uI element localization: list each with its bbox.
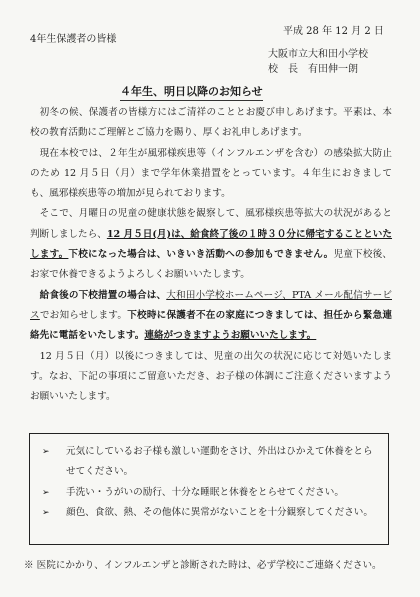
contact-intro: 給食後の下校措置の場合は、: [39, 289, 167, 301]
health-notice-box: [29, 433, 389, 545]
activity-notice: 下校になった場合は、いきいき活動への参加もできません。: [68, 249, 334, 261]
list-item: [42, 503, 376, 523]
notice-item-text: 顔色、食欲、熱、その他体に異常がないことを十分観察してください。: [66, 506, 373, 518]
addressee: 4年生保護者の皆様: [30, 34, 117, 45]
document-title: ４年生、明日以降のお知らせ: [120, 83, 263, 101]
health-notice-list: [42, 442, 376, 523]
contact-notify: でお知らせします。: [39, 309, 128, 321]
arrow-bullet-icon: ➢: [42, 487, 50, 498]
issue-date: 平成 28 年 12 月 2 日: [283, 26, 384, 37]
principal-name: 校 長 有田伸一朗: [268, 64, 358, 75]
list-item: [42, 483, 376, 503]
greeting-paragraph: 初冬の候、保護者の皆様方にはご清祥のこととお慶び申しあげます。平素は、本校の教育活動にご理解とご協力を賜り、厚くお礼申しあげます。: [30, 107, 392, 139]
list-item: [42, 442, 376, 483]
footnote: ※ 医院にかかり、インフルエンザと診断された時は、必ず学校にご連絡ください。: [24, 560, 382, 571]
contact-request: 連絡がつきますようお願いいたします。: [144, 330, 317, 342]
contact-paragraph: [30, 286, 392, 347]
school-name: 大阪市立大和田小学校: [268, 49, 368, 60]
notice-item-text: 元気にしているお子様も激しい運動をさけ、外出はひかえて休養をとらせてください。: [66, 446, 373, 478]
rest-request: 児童下校後、お家で休養できるようよろしくお願いいたします。: [30, 249, 393, 281]
phone-contact-notice: 下校時に保護者不在の家庭につきましては、担任から緊急連絡先に電話をいたします。: [30, 309, 392, 342]
followup-paragraph: 12 月５日（月）以後につきましては、児童の出欠の状況に応じて対処いたします。なお、下記の事項にご留意いただき、お子様の体調にご注意くださいますようお願いいたします。: [30, 350, 392, 403]
dismissal-time: 12 月５日(月)は、給食終了後の１時３０分に帰宅することといたします。: [30, 228, 393, 261]
dismissal-paragraph: [30, 204, 392, 285]
arrow-bullet-icon: ➢: [42, 447, 50, 457]
dismissal-intro: そこで、月曜日の児童の健康状態を観察して、風邪様疾患等拡大の状況があると判断しましたら、: [30, 208, 392, 240]
homepage-mail-service: 大和田小学校ホームページ、PTA メール配信サービス: [30, 289, 392, 321]
arrow-bullet-icon: ➢: [42, 507, 50, 518]
situation-paragraph: 現在本校では、２年生が風邪様疾患等（インフルエンザを含む）の感染拡大防止のため 12 月５日（月）まで学年休業措置をとっています。４年生におきましても、風邪様疾患等の増加が見られております。: [30, 147, 392, 200]
notice-item-text: 手洗い・うがいの励行、十分な睡眠と休養をとらせてください。: [66, 486, 344, 498]
document-body: [30, 103, 392, 407]
